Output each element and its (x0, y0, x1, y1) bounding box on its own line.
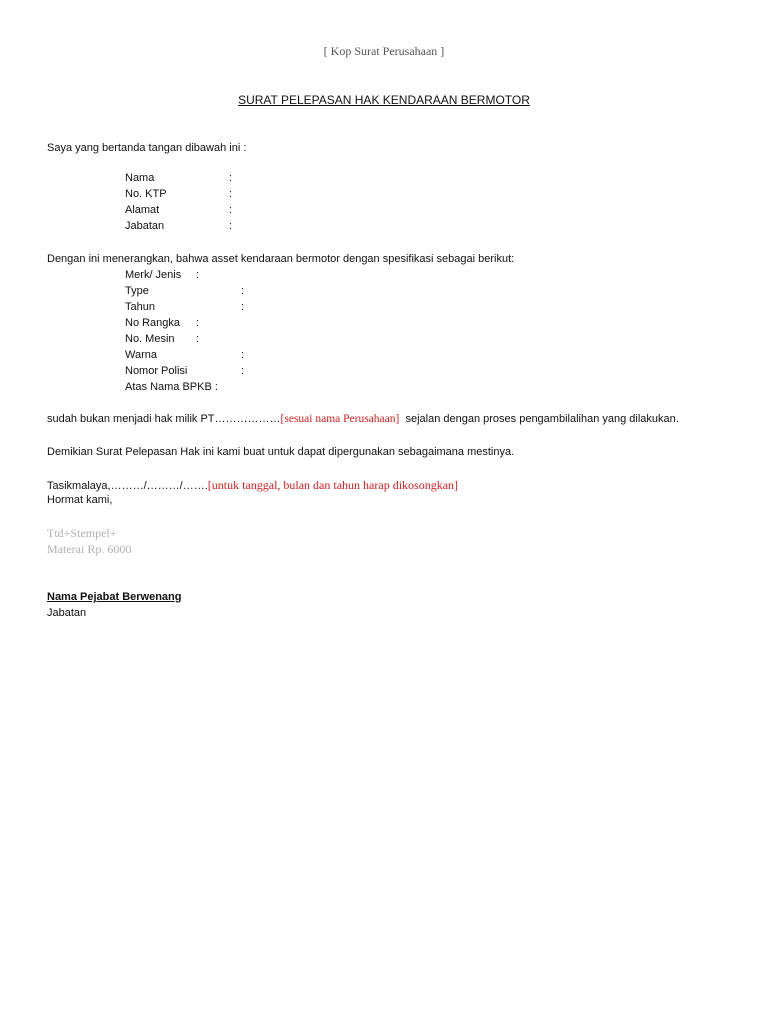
field-label: No. KTP (125, 188, 167, 200)
signature-placeholder-line2: Materai Rp. 6000 (47, 542, 132, 556)
field-colon: : (196, 269, 200, 281)
field-label: Warna (125, 349, 157, 361)
field-label: Nomor Polisi (125, 365, 188, 377)
field-colon: : (241, 349, 245, 361)
field-label: No Rangka (125, 317, 181, 329)
company-name-placeholder: [sesuai nama Perusahaan] (280, 413, 400, 425)
ownership-prefix: sudah bukan menjadi hak milik PT……………… (47, 413, 281, 425)
intro-text: Saya yang bertanda tangan dibawah ini : (47, 142, 247, 154)
field-colon: : (241, 365, 245, 377)
field-colon: : (229, 172, 233, 184)
field-colon: : (241, 285, 245, 297)
field-colon: : (229, 188, 233, 200)
date-line (47, 478, 458, 493)
signature-placeholder-line1: Ttd+Stempel+ (47, 526, 117, 540)
field-label: No. Mesin (125, 333, 175, 345)
closing-paragraph: Demikian Surat Pelepasan Hak ini kami buat untuk dapat dipergunakan sebagaimana mestinya. (47, 446, 515, 458)
field-label: Merk/ Jenis (125, 269, 182, 281)
statement-text: Dengan ini menerangkan, bahwa asset kendaraan bermotor dengan spesifikasi sebagai berikut: (47, 253, 515, 265)
date-placeholder: [untuk tanggal, bulan dan tahun harap dikosongkan] (207, 478, 459, 492)
field-colon: : (241, 301, 245, 313)
field-label: Nama (125, 172, 155, 184)
ownership-paragraph (47, 413, 679, 425)
field-label: Alamat (125, 204, 160, 216)
date-prefix: Tasikmalaya,………/………/……. (47, 480, 208, 492)
official-name: Nama Pejabat Berwenang (47, 591, 182, 603)
field-label: Atas Nama BPKB : (125, 381, 218, 393)
field-label: Tahun (125, 301, 155, 313)
letterhead-placeholder: [ Kop Surat Perusahaan ] (323, 44, 445, 58)
ownership-suffix: sejalan dengan proses pengambilalihan yang dilakukan. (405, 413, 679, 425)
field-colon: : (229, 204, 233, 216)
letter-title: SURAT PELEPASAN HAK KENDARAAN BERMOTOR (238, 93, 530, 107)
regards-text: Hormat kami, (47, 494, 113, 506)
field-colon: : (196, 317, 200, 329)
field-colon: : (229, 220, 233, 232)
field-label: Type (125, 285, 149, 297)
field-label: Jabatan (125, 220, 165, 232)
field-colon: : (196, 333, 200, 345)
official-position: Jabatan (47, 607, 87, 619)
